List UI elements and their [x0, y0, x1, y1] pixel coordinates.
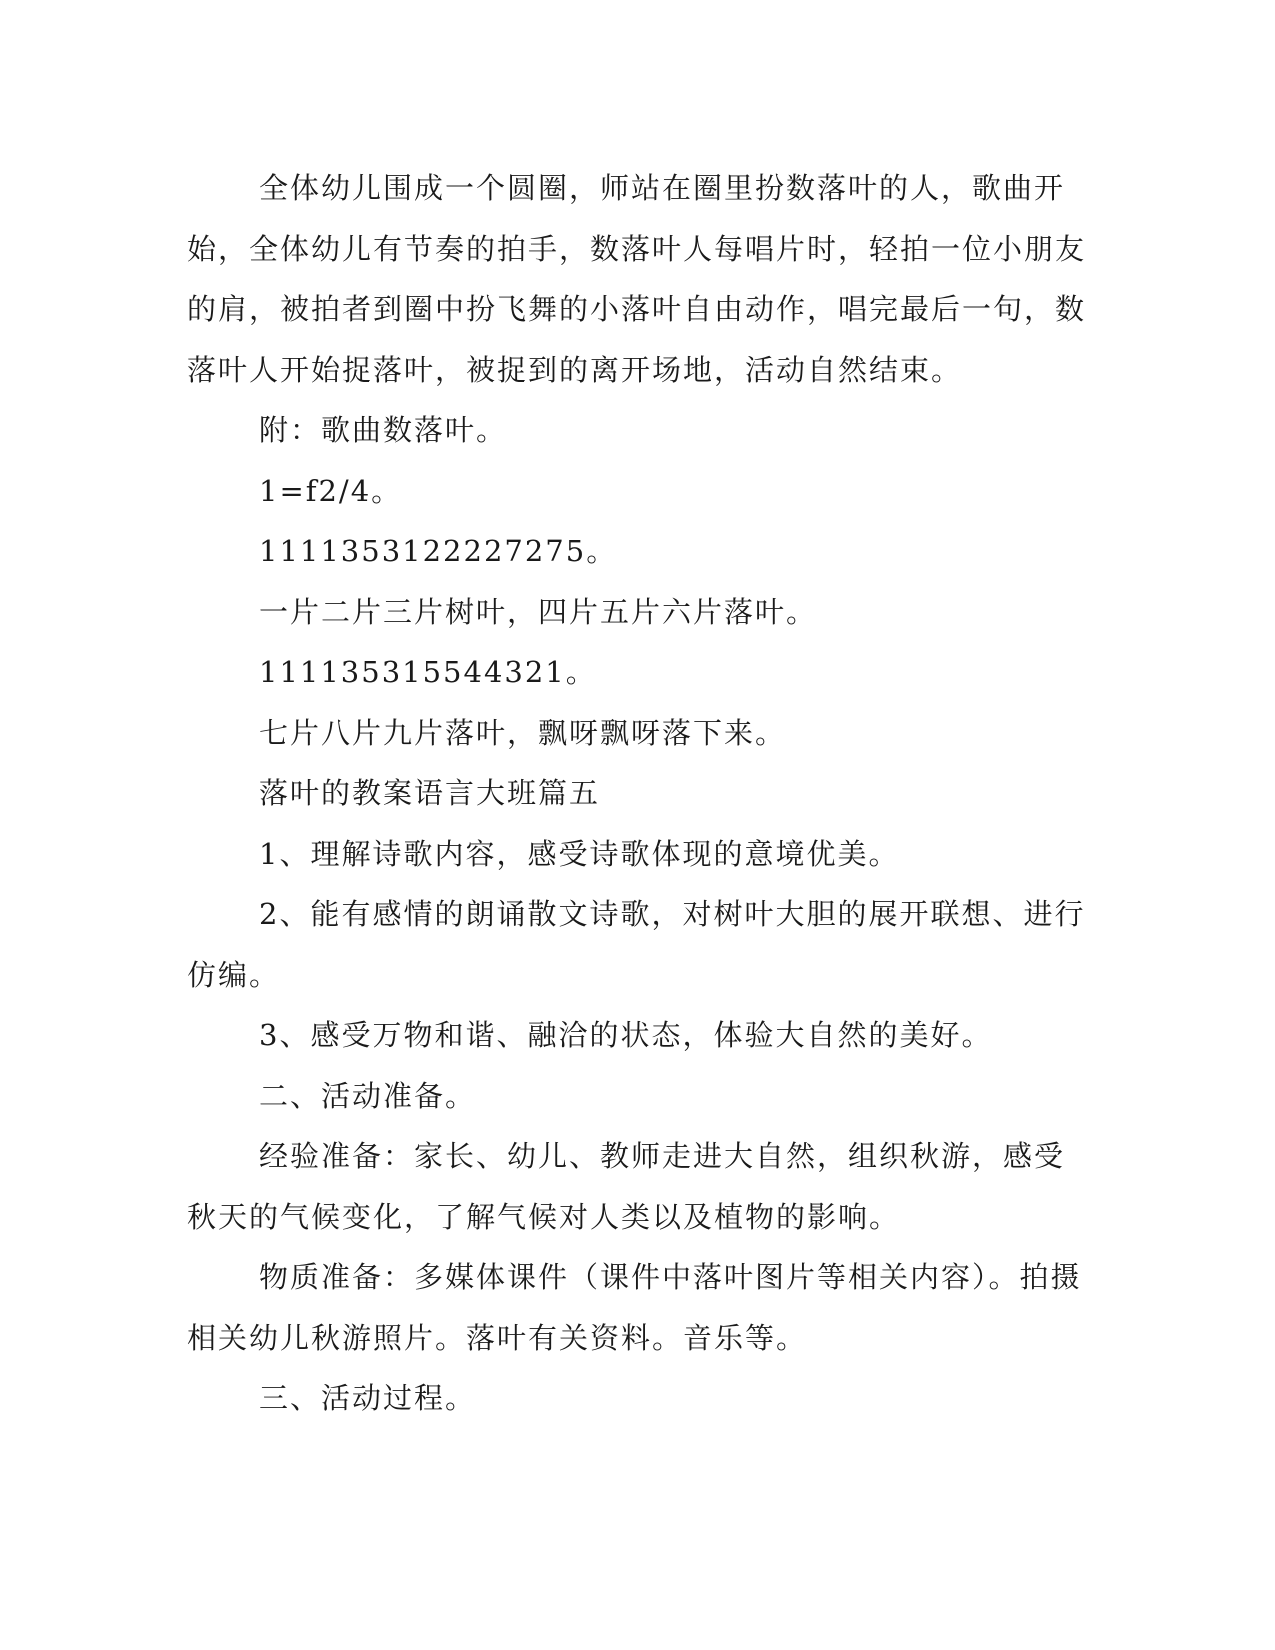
- paragraph-material-preparation: 物质准备：多媒体课件（课件中落叶图片等相关内容）。拍摄相关幼儿秋游照片。落叶有关资料。音乐等。: [187, 1260, 1082, 1355]
- section-heading-part-five: 落叶的教案语言大班篇五: [259, 776, 601, 810]
- paragraph-notation-line-2: 111135315544321。: [259, 655, 597, 689]
- paragraph-notation-line-1: 1111353122227275。: [259, 534, 618, 568]
- paragraph-appendix-title: 附：歌曲数落叶。: [259, 413, 508, 447]
- paragraph-experience-preparation: 经验准备：家长、幼儿、教师走进大自然，组织秋游，感受秋天的气候变化，了解气候对人类以及植物的影响。: [187, 1139, 1066, 1234]
- document-body: [187, 158, 1087, 1429]
- section-heading-process: 三、活动过程。: [259, 1381, 477, 1415]
- goal-item-3: 3、感受万物和谐、融洽的状态，体验大自然的美好。: [259, 1018, 993, 1052]
- section-heading-preparation: 二、活动准备。: [259, 1078, 477, 1113]
- paragraph-lyrics-line-1: 一片二片三片树叶，四片五片六片落叶。: [259, 594, 818, 629]
- paragraph-key-signature: 1=f2/4。: [259, 473, 403, 508]
- goal-item-1: 1、理解诗歌内容，感受诗歌体现的意境优美。: [259, 836, 900, 871]
- paragraph-lyrics-line-2: 七片八片九片落叶，飘呀飘呀落下来。: [259, 715, 787, 750]
- paragraph-activity-description: 全体幼儿围成一个圆圈，师站在圈里扮数落叶的人，歌曲开始，全体幼儿有节奏的拍手，数落叶人每唱片时，轻拍一位小朋友的肩，被拍者到圈中扮飞舞的小落叶自由动作，唱完最后一句，数落叶人开始捉落叶，被捉到的离开场地，活动自然结束。: [187, 171, 1087, 387]
- goal-item-2: 2、能有感情的朗诵散文诗歌，对树叶大胆的展开联想、进行仿编。: [187, 897, 1086, 992]
